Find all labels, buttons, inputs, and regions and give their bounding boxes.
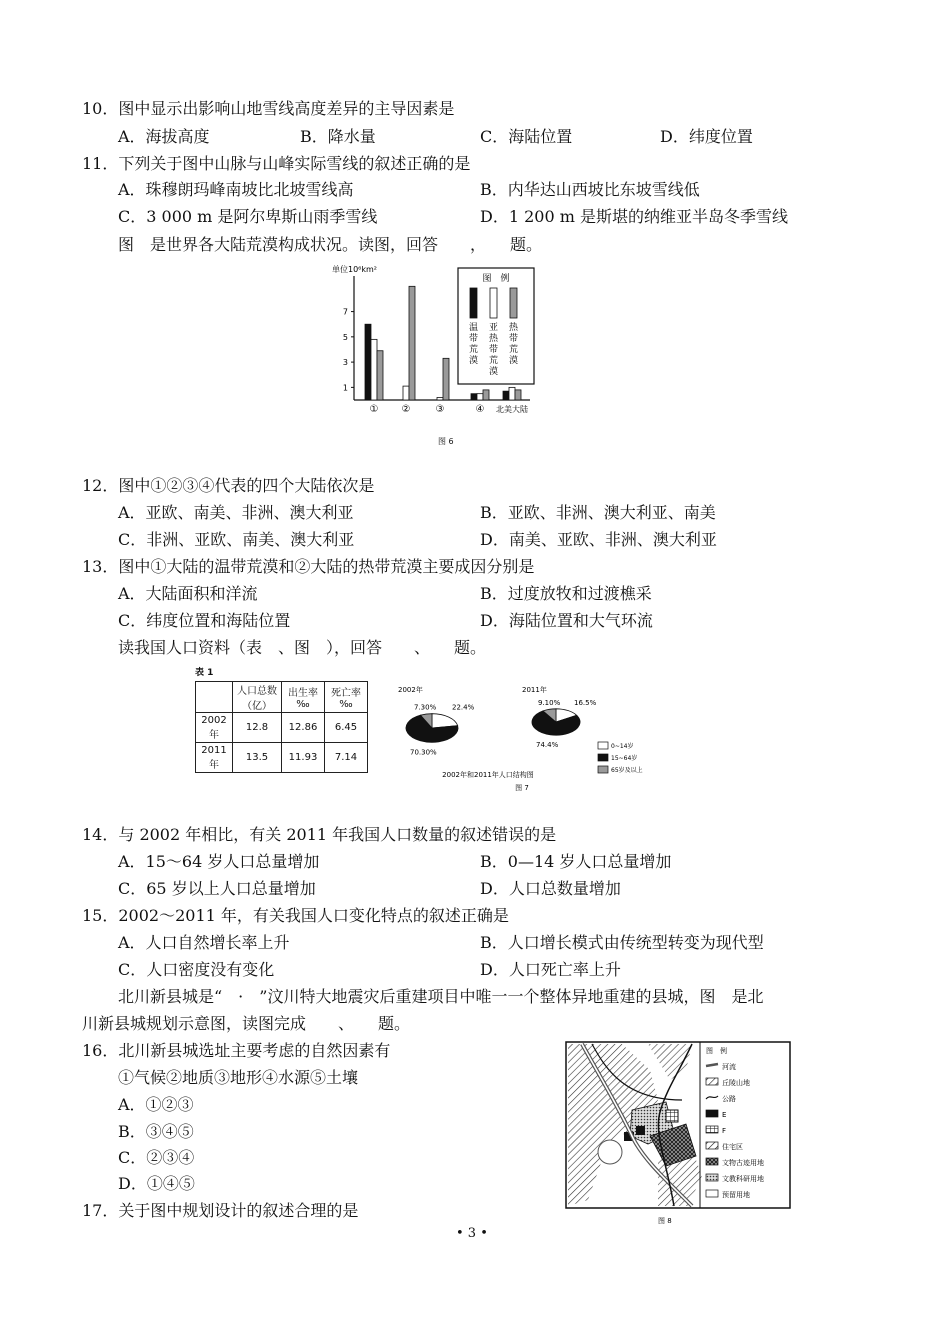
pie-value-label: 70.30% bbox=[410, 748, 437, 757]
bar-tropical bbox=[409, 286, 415, 400]
population-table bbox=[195, 681, 368, 773]
legend-label: 河流 bbox=[722, 1063, 736, 1071]
q15-option-b[interactable]: B．人口增长模式由传统型转变为现代型 bbox=[480, 933, 764, 952]
q12-option-c[interactable]: C．非洲、亚欧、南美、澳大利亚 bbox=[118, 530, 355, 549]
q12-option-b[interactable]: B．亚欧、非洲、澳大利亚、南美 bbox=[480, 503, 716, 522]
intro-beichuan-line2: 川新县城规划示意图，读图完成 、 题。 bbox=[82, 1014, 411, 1033]
fig6-legend bbox=[458, 268, 534, 384]
pie-value-label: 16.5% bbox=[574, 698, 597, 707]
legend-swatch bbox=[706, 1190, 718, 1197]
table1-label: 表 1 bbox=[195, 668, 214, 678]
legend-label: 荒 bbox=[468, 345, 479, 355]
q13-option-b[interactable]: B．过度放牧和过渡樵采 bbox=[480, 584, 652, 603]
q16-items: ①气候②地质③地形④水源⑤土壤 bbox=[118, 1068, 359, 1087]
legend-swatch bbox=[598, 742, 608, 749]
q14-stem: 14．与 2002 年相比，有关 2011 年我国人口数量的叙述错误的是 bbox=[82, 825, 557, 844]
fig8-caption: 图 8 bbox=[658, 1217, 672, 1225]
bar-temperate bbox=[365, 324, 371, 400]
legend-label: 65岁及以上 bbox=[611, 767, 643, 774]
intro-fig6: 图 是世界各大陆荒漠构成状况。读图，回答 ， 题。 bbox=[118, 235, 543, 254]
f-zone bbox=[666, 1110, 678, 1122]
q10-stem: 10．图中显示出影响山地雪线高度差异的主导因素是 bbox=[82, 99, 455, 118]
fig6-legend-title: 图 例 bbox=[482, 274, 510, 284]
q11-option-c[interactable]: C．3 000 m 是阿尔卑斯山雨季雪线 bbox=[118, 207, 378, 226]
q16-option-a[interactable]: A．①②③ bbox=[118, 1095, 194, 1114]
table-cell: 2011 年 bbox=[196, 743, 233, 773]
legend-label: F bbox=[722, 1127, 727, 1135]
table-cell: 12.8 bbox=[233, 713, 282, 743]
legend-swatch bbox=[470, 288, 477, 318]
q14-option-c[interactable]: C．65 岁以上人口总量增加 bbox=[118, 879, 316, 898]
intro-population: 读我国人口资料（表 、图 ），回答 、 题。 bbox=[118, 638, 487, 657]
legend-label: 文物古迹用地 bbox=[722, 1159, 764, 1167]
legend-swatch bbox=[706, 1174, 718, 1181]
figure-6-chart bbox=[330, 262, 590, 448]
legend-label: 文教科研用地 bbox=[722, 1175, 764, 1183]
q11-stem: 11．下列关于图中山脉与山峰实际雪线的叙述正确的是 bbox=[82, 154, 471, 173]
q15-option-d[interactable]: D．人口死亡率上升 bbox=[480, 960, 621, 979]
fig7-caption: 图 7 bbox=[515, 784, 529, 792]
bar-temperate bbox=[503, 391, 509, 400]
q12-stem: 12．图中①②③④代表的四个大陆依次是 bbox=[82, 476, 375, 495]
legend-label: 15~64岁 bbox=[611, 755, 638, 762]
bar-subtropical bbox=[509, 387, 515, 400]
q12-option-d[interactable]: D．南美、亚欧、非洲、澳大利亚 bbox=[480, 530, 717, 549]
bar-subtropical bbox=[437, 397, 443, 400]
legend-swatch bbox=[706, 1126, 718, 1133]
table-row bbox=[196, 743, 368, 773]
q13-option-c[interactable]: C．纬度位置和海陆位置 bbox=[118, 611, 291, 630]
q12-option-a[interactable]: A．亚欧、南美、非洲、澳大利亚 bbox=[118, 503, 354, 522]
legend-label: 带 bbox=[488, 345, 499, 355]
legend-label: 漠 bbox=[488, 367, 499, 377]
y-tick-label: 5 bbox=[342, 332, 348, 342]
q15-stem: 15．2002～2011 年，有关我国人口变化特点的叙述正确是 bbox=[82, 906, 509, 925]
legend-label: 公路 bbox=[722, 1095, 736, 1103]
pie-value-label: 9.10% bbox=[538, 698, 561, 707]
legend-swatch bbox=[598, 766, 608, 773]
legend-label: 温 bbox=[468, 323, 479, 333]
table-header-cell bbox=[196, 682, 233, 713]
table-cell: 13.5 bbox=[233, 743, 282, 773]
q17-stem: 17．关于图中规划设计的叙述合理的是 bbox=[82, 1201, 359, 1220]
legend-swatch bbox=[490, 288, 497, 318]
fig6-unit: 单位10⁶km² bbox=[332, 265, 378, 274]
table-cell: 6.45 bbox=[325, 713, 368, 743]
q10-option-a[interactable]: A．海拔高度 bbox=[118, 127, 210, 146]
legend-swatch bbox=[510, 288, 517, 318]
table-cell: 2002 年 bbox=[196, 713, 233, 743]
legend-label: 0~14岁 bbox=[611, 743, 634, 750]
pie-value-label: 7.30% bbox=[414, 703, 437, 712]
q11-option-a[interactable]: A．珠穆朗玛峰南坡比北坡雪线高 bbox=[118, 180, 354, 199]
legend-swatch bbox=[706, 1110, 718, 1117]
legend-label: 热 bbox=[488, 334, 499, 344]
q13-option-d[interactable]: D．海陆位置和大气环流 bbox=[480, 611, 653, 630]
q11-option-d[interactable]: D．1 200 m 是斯堪的纳维亚半岛冬季雪线 bbox=[480, 207, 788, 226]
q15-option-a[interactable]: A．人口自然增长率上升 bbox=[118, 933, 290, 952]
legend-swatch bbox=[706, 1078, 718, 1085]
x-tick-label: ① bbox=[369, 404, 379, 415]
fig6-xlabels bbox=[370, 404, 528, 415]
legend-label: 漠 bbox=[468, 356, 479, 366]
q13-stem: 13．图中①大陆的温带荒漠和②大陆的热带荒漠主要成因分别是 bbox=[82, 557, 535, 576]
x-tick-label: ④ bbox=[475, 404, 485, 415]
legend-label: 丘陵山地 bbox=[722, 1079, 750, 1087]
q16-option-b[interactable]: B．③④⑤ bbox=[118, 1122, 194, 1141]
q10-option-c[interactable]: C．海陆位置 bbox=[480, 127, 573, 146]
q10-option-d[interactable]: D．纬度位置 bbox=[660, 127, 753, 146]
q11-option-b[interactable]: B．内华达山西坡比东坡雪线低 bbox=[480, 180, 700, 199]
x-tick-label: 北美大陆 bbox=[496, 405, 528, 414]
y-tick-label: 7 bbox=[342, 307, 348, 317]
q13-option-a[interactable]: A．大陆面积和洋流 bbox=[118, 584, 258, 603]
legend-label: 住宅区 bbox=[722, 1143, 743, 1151]
table-cell: 11.93 bbox=[282, 743, 325, 773]
pie-year-label: 2011年 bbox=[522, 686, 547, 694]
legend-label: 带 bbox=[468, 334, 479, 344]
e-zone bbox=[636, 1126, 645, 1135]
y-tick-label: 3 bbox=[342, 358, 348, 368]
fig8-legend-title: 图 例 bbox=[706, 1047, 727, 1055]
legend-label: 亚 bbox=[488, 323, 499, 333]
q16-option-d[interactable]: D．①④⑤ bbox=[118, 1174, 195, 1193]
fig7-legend bbox=[598, 742, 643, 774]
table-header-cell: 死亡率 ‰ bbox=[325, 682, 368, 713]
q10-option-b[interactable]: B．降水量 bbox=[300, 127, 376, 146]
bar-subtropical bbox=[477, 394, 483, 400]
legend-label: 荒 bbox=[508, 345, 519, 355]
pie-value-label: 74.4% bbox=[536, 741, 559, 750]
bar-tropical bbox=[483, 390, 489, 400]
table-header-cell: 出生率 ‰ bbox=[282, 682, 325, 713]
q14-option-a[interactable]: A．15～64 岁人口总量增加 bbox=[118, 852, 320, 871]
pie-year-label: 2002年 bbox=[398, 686, 423, 694]
figure-8-map bbox=[562, 1040, 794, 1226]
x-tick-label: ② bbox=[401, 404, 411, 415]
x-tick-label: ③ bbox=[435, 404, 445, 415]
table-header-cell: 人口总数（亿） bbox=[233, 682, 282, 713]
y-tick-label: 1 bbox=[342, 383, 348, 393]
fig7-title: 2002年和2011年人口结构图 bbox=[442, 771, 534, 779]
bar-tropical bbox=[443, 358, 449, 400]
fig6-yticks bbox=[343, 308, 354, 393]
bar-subtropical bbox=[403, 386, 409, 400]
figure-7-pies bbox=[370, 684, 670, 796]
q14-option-d[interactable]: D．人口总数量增加 bbox=[480, 879, 621, 898]
legend-label: 带 bbox=[508, 334, 519, 344]
table-row bbox=[196, 713, 368, 743]
q16-stem: 16．北川新县城选址主要考虑的自然因素有 bbox=[82, 1041, 391, 1060]
table-cell: 7.14 bbox=[325, 743, 368, 773]
legend-label: 荒 bbox=[488, 356, 499, 366]
legend-label: 热 bbox=[508, 323, 519, 333]
bar-tropical bbox=[515, 390, 521, 400]
legend-swatch bbox=[706, 1142, 718, 1149]
legend-swatch bbox=[706, 1158, 718, 1165]
legend-label: 预留用地 bbox=[722, 1191, 750, 1199]
bar-subtropical bbox=[371, 339, 377, 400]
legend-label: E bbox=[722, 1111, 727, 1119]
page-number: • 3 • bbox=[456, 1226, 488, 1241]
intro-beichuan-line1: 北川新县城是“ · ”汶川特大地震灾后重建项目中唯一一个整体异地重建的县城，图 是北 bbox=[118, 987, 764, 1006]
fig6-caption: 图 6 bbox=[438, 437, 454, 446]
table-cell: 12.86 bbox=[282, 713, 325, 743]
legend-label: 漠 bbox=[508, 356, 519, 366]
reserved-land bbox=[598, 1140, 622, 1164]
legend-swatch bbox=[598, 754, 608, 761]
pie-value-label: 22.4% bbox=[452, 703, 475, 712]
q16-option-c[interactable]: C．②③④ bbox=[118, 1148, 195, 1167]
bar-tropical bbox=[377, 351, 383, 400]
q14-option-b[interactable]: B．0—14 岁人口总量增加 bbox=[480, 852, 672, 871]
q15-option-c[interactable]: C．人口密度没有变化 bbox=[118, 960, 275, 979]
bar-temperate bbox=[471, 394, 477, 400]
